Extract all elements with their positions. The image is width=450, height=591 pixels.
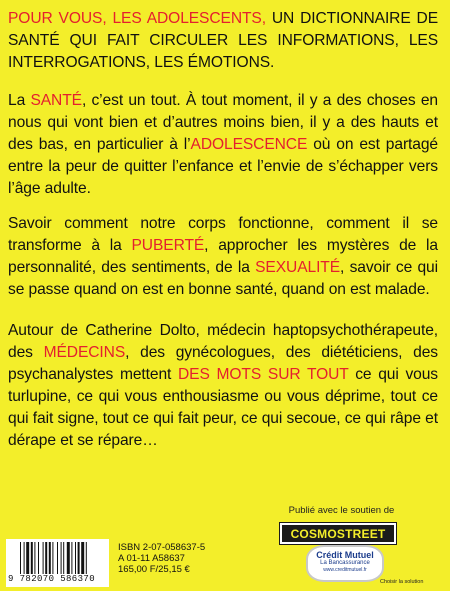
barcode (6, 539, 109, 587)
highlight-sexualite: SEXUALITÉ (255, 259, 341, 276)
barcode-bars-icon (20, 542, 106, 574)
corps-text-1: Savoir comment notre corps fonctionne, comment il se transforme à la (8, 215, 438, 254)
publie-avec-soutien: Publié avec le soutien de (288, 505, 395, 516)
credit-mutuel-subtitle: La Bancassurance (320, 560, 370, 566)
credit-mutuel-url: www.creditmutuel.fr (323, 567, 367, 573)
highlight-medecins: MÉDECINS (43, 344, 126, 361)
highlight-des-mots-sur-tout: DES MOTS SUR TOUT (178, 366, 349, 383)
sante-text-3: où on est partagé entre la peur de quitter l’enfance et l’envie de s’échapper vers l’âge adulte. (8, 136, 438, 197)
sante-text-2: , c’est un tout. À tout moment, il y a des choses en nous qui vont bien et d’autres moins bien, il y a des hauts et des bas, en particulier à l’ (8, 92, 438, 153)
auteurs-text-3: ce qui vous turlupine, ce qui vous enthousiasme ou vous déprime, tout ce qui fait signe, tout ce qui fait peur, ce qui secoue, ce qui râpe et dérape et se répare… (8, 366, 438, 449)
intro-paragraph (8, 8, 438, 74)
cosmostreet-logo: COSMOSTREET (280, 523, 396, 544)
auteurs-text-2: , des gynécologues, des diététiciens, des psychanalystes mettent (8, 344, 438, 383)
barcode-number: 9 782070 586370 (8, 574, 96, 584)
credit-mutuel-brand: Crédit Mutuel (316, 550, 374, 560)
credit-mutuel-tagline: Choisir la solution (380, 579, 424, 585)
highlight-adolescence: ADOLESCENCE (190, 136, 308, 153)
corps-text-2: , approcher les mystères de la personnalité, des sentiments, de la (8, 237, 438, 276)
auteurs-text-1: Autour de Catherine Dolto, médecin haptopsychothérapeute, des (8, 322, 438, 361)
price-line: 165,00 F/25,15 € (118, 564, 190, 575)
isbn-block (118, 542, 205, 575)
sante-text-1: La (8, 92, 31, 109)
highlight-adolescents: POUR VOUS, LES ADOLESCENTS, (8, 10, 266, 27)
corps-paragraph (8, 213, 438, 301)
highlight-sante: SANTÉ (30, 92, 82, 109)
intro-text: UN DICTIONNAIRE DE SANTÉ QUI FAIT CIRCULER LES INFORMATIONS, LES INTERROGATIONS, LES ÉMOTIONS. (8, 10, 439, 71)
corps-text-3: , savoir ce qui se passe quand on est en bonne santé, quand on est malade. (8, 259, 438, 298)
auteurs-paragraph (8, 320, 438, 452)
credit-mutuel-logo (306, 545, 384, 582)
isbn-line: ISBN 2-07-058637-5 (118, 542, 206, 553)
highlight-puberte: PUBERTÉ (131, 237, 205, 254)
catalog-line: A 01-11 A58637 (118, 553, 185, 564)
sante-paragraph (8, 90, 438, 200)
